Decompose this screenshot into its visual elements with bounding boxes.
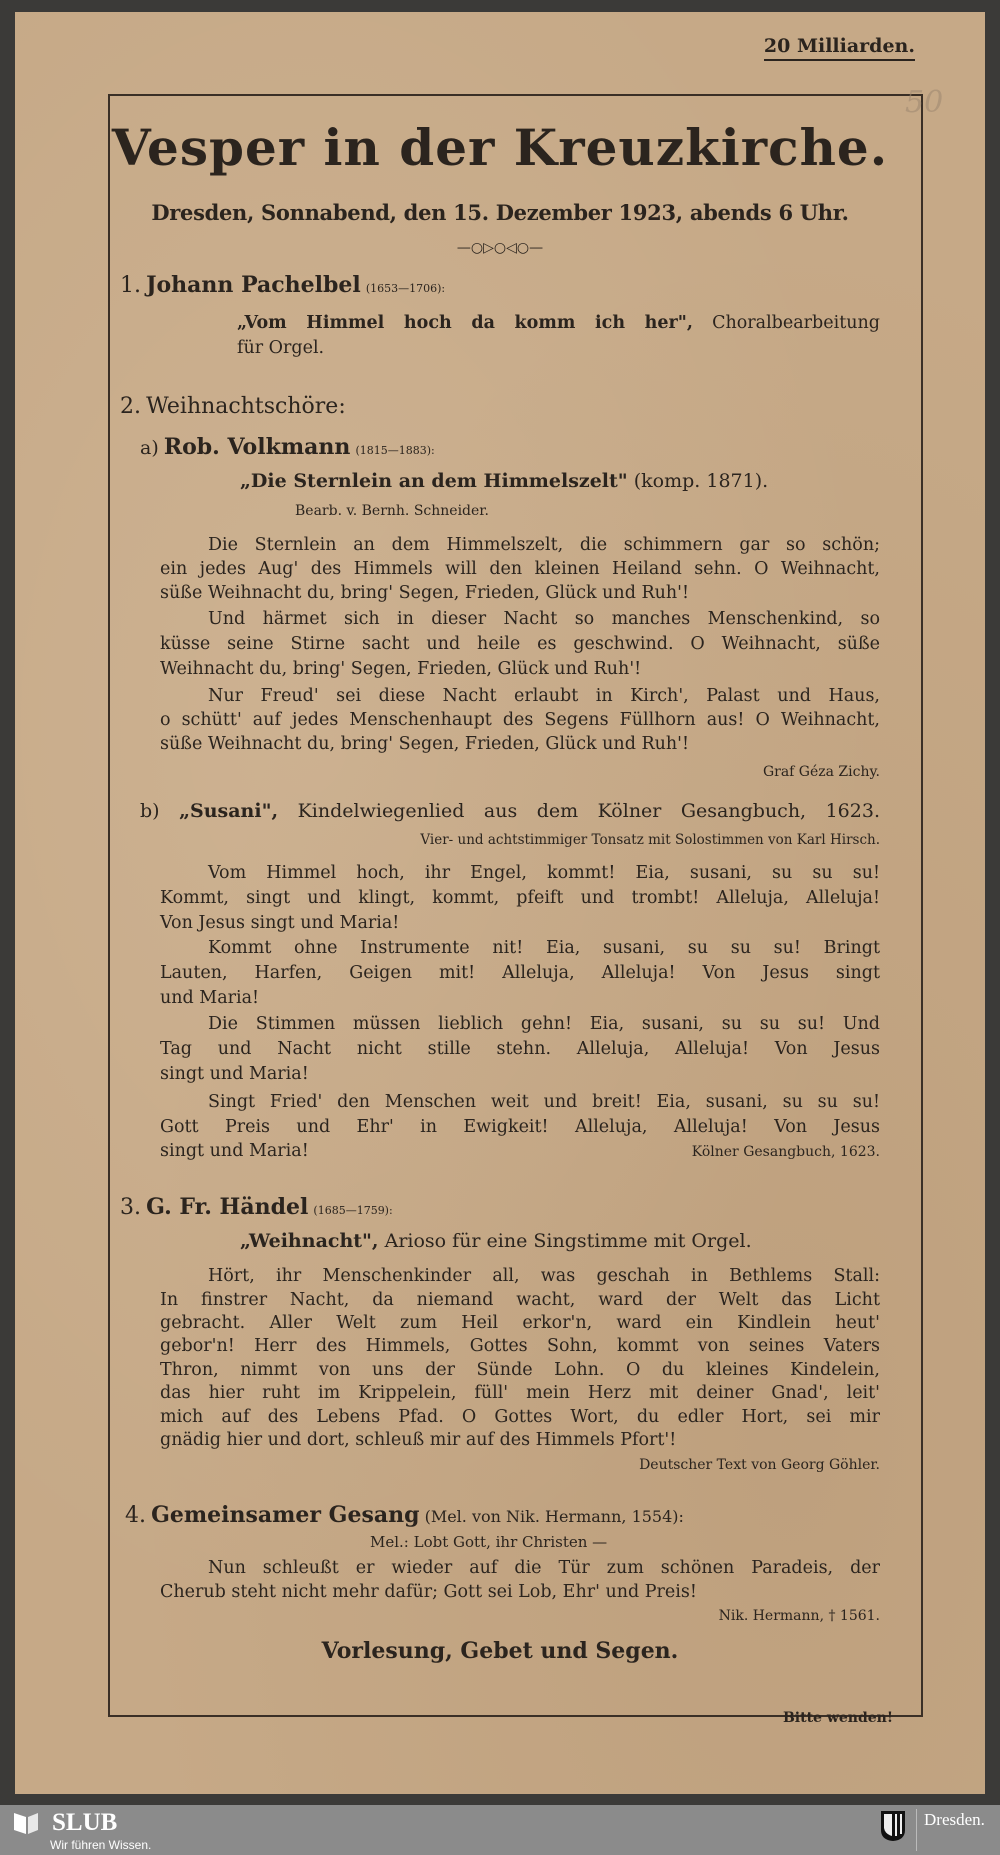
lyric-line: Thron, nimmt von uns der Sünde Lohn. O du kleines Kindelein, [160,1360,880,1380]
lyric-line: Gott Preis und Ehr' in Ewigkeit! Alleluja, Alleluja! Von Jesus [160,1117,880,1137]
work-note: (komp. 1871). [633,470,769,492]
lyric-line: Nur Freud' sei diese Nacht erlaubt in Kirch', Palast und Haus, [208,686,880,706]
subitem-a [140,434,435,460]
ornament-divider: —○▷○◁○— [456,240,544,256]
item-number: 1. [120,273,141,298]
melody-note: (Mel. von Nik. Hermann, 1554): [424,1507,684,1526]
composer-dates: (1653—1706): [365,282,446,295]
lyric-line: singt und Maria! [160,1141,309,1161]
item-number: 2. [120,394,141,419]
section-heading: Gemeinsamer Gesang [151,1502,420,1528]
lyric-line: Tag und Nacht nicht stille stehn. Alleluja, Alleluja! Von Jesus [160,1039,880,1059]
work-title: „Die Sternlein an dem Himmelszelt" [240,470,628,492]
library-logo-text: SLUB [52,1809,118,1836]
closing-line: Vorlesung, Gebet und Segen. [321,1638,679,1664]
lyric-line: das hier ruht im Krippelein, füll' mein Herz mit deiner Gnad', leit' [160,1383,880,1403]
composer-name: G. Fr. Händel [146,1194,309,1220]
pencil-mark: 50 [905,85,944,120]
work-desc: Kindelwiegenlied aus dem Kölner Gesangbuch, 1623. [297,800,880,822]
subitem-b [140,800,880,824]
program-item-4 [125,1502,684,1528]
lyric-line: Cherub steht nicht mehr dafür; Gott sei Lob, Ehr' und Preis! [160,1582,697,1602]
lyric-line: gnädig hier und dort, schleuß mir auf des Himmels Pfort'! [160,1430,677,1450]
lyric-line: Von Jesus singt und Maria! [160,913,400,933]
lyric-line: mich auf des Lebens Pfad. O Gottes Wort, du edler Hort, sei mir [160,1407,880,1427]
city-logo-text: Dresden. [924,1810,985,1829]
section-heading: Weihnachtschöre: [146,394,346,419]
composer-dates: (1685—1759): [313,1204,393,1217]
lyric-line: küsse seine Stirne sacht und heile es geschwind. O Weihnacht, süße [160,634,880,654]
subitem-label: b) [140,800,160,822]
work-title-line [240,1230,752,1252]
lyric-line: Vom Himmel hoch, ihr Engel, kommt! Eia, susani, su su su! [208,863,880,883]
item-number: 4. [125,1503,146,1528]
program-item-1 [120,272,445,298]
lyric-line: Und härmet sich in dieser Nacht so manches Menschenkind, so [208,609,880,629]
composer-name: Rob. Volkmann [163,434,351,460]
lyric-line: Die Stimmen müssen lieblich gehn! Eia, susani, su su su! Und [208,1014,880,1034]
scan-background [0,1794,1000,1805]
work-title: „Susani", [179,800,279,822]
footer-divider [916,1809,917,1851]
library-slogan: Wir führen Wissen. [50,1838,152,1852]
source-credit: Kölner Gesangbuch, 1623. [691,1144,880,1160]
program-item-3 [120,1194,393,1220]
page-subtitle: Dresden, Sonnabend, den 15. Dezember 1923, abends 6 Uhr. [151,200,849,225]
lyric-line: Die Sternlein an dem Himmelszelt, die schimmern gar so schön; [208,535,880,555]
arranger-credit: Bearb. v. Bernh. Schneider. [295,503,489,519]
composer-dates: (1815—1883): [355,444,435,457]
lyricist-credit: Nik. Hermann, † 1561. [718,1608,880,1624]
lyric-line: singt und Maria! [160,1064,309,1084]
work-title: „Weihnacht", [240,1230,379,1252]
lyric-line: süße Weihnacht du, bring' Segen, Frieden, Glück und Ruh'! [160,583,690,603]
work-title-line [240,470,768,492]
subitem-label: a) [140,437,159,459]
lyric-line: gebor'n! Herr des Himmels, Gottes Sohn, kommt von seines Vaters [160,1336,880,1356]
lyric-line: o schütt' auf jedes Menschenhaupt des Segens Füllhorn aus! O Weihnacht, [160,710,880,730]
program-item-2 [120,394,346,419]
lyric-line: gebracht. Aller Welt zum Heil erkor'n, ward ein Kindlein heut' [160,1313,880,1333]
lyric-line: Singt Fried' den Menschen weit und breit! Eia, susani, su su su! [208,1092,880,1112]
work-title-line: für Orgel. [237,338,325,358]
composer-name: Johann Pachelbel [146,272,361,298]
lyric-line: ein jedes Aug' des Himmels will den kleinen Heiland sehn. O Weihnacht, [160,559,880,579]
lyric-line: Hört, ihr Menschenkinder all, was geschah in Bethlems Stall: [208,1266,880,1286]
arranger-credit: Vier- und achtstimmiger Tonsatz mit Solostimmen von Karl Hirsch. [420,832,880,848]
lyric-line: Lauten, Harfen, Geigen mit! Alleluja, Alleluja! Von Jesus singt [160,963,880,983]
city-coat-of-arms-icon [880,1810,906,1842]
page-title: Vesper in der Kreuzkirche. [111,118,889,177]
work-title: „Vom Himmel hoch da komm ich her", [237,313,693,333]
lyricist-credit: Graf Géza Zichy. [762,764,880,780]
turn-page-note: Bitte wenden! [782,1710,893,1726]
work-title-line [237,313,880,337]
lyric-line: Nun schleußt er wieder auf die Tür zum schönen Paradeis, der [208,1558,880,1578]
lyric-line: süße Weihnacht du, bring' Segen, Frieden, Glück und Ruh'! [160,734,690,754]
lyric-line: und Maria! [160,988,260,1008]
work-desc: Arioso für eine Singstimme mit Orgel. [384,1230,752,1252]
item-number: 3. [120,1195,141,1220]
translator-credit: Deutscher Text von Georg Göhler. [639,1457,880,1473]
lyric-line: Weihnacht du, bring' Segen, Frieden, Glück und Ruh'! [160,659,642,679]
work-desc: Choralbearbeitung [712,313,880,333]
melody-credit: Mel.: Lobt Gott, ihr Christen — [370,1533,608,1551]
library-footer [0,1805,1000,1855]
lyric-line: Kommt ohne Instrumente nit! Eia, susani, su su su! Bringt [208,938,880,958]
book-logo-icon [12,1811,40,1835]
lyric-line: Kommt, singt und klingt, kommt, pfeift und trombt! Alleluja, Alleluja! [160,888,880,908]
lyric-line: In finstrer Nacht, da niemand wacht, ward der Welt das Licht [160,1290,880,1310]
price-label: 20 Milliarden. [764,35,915,61]
